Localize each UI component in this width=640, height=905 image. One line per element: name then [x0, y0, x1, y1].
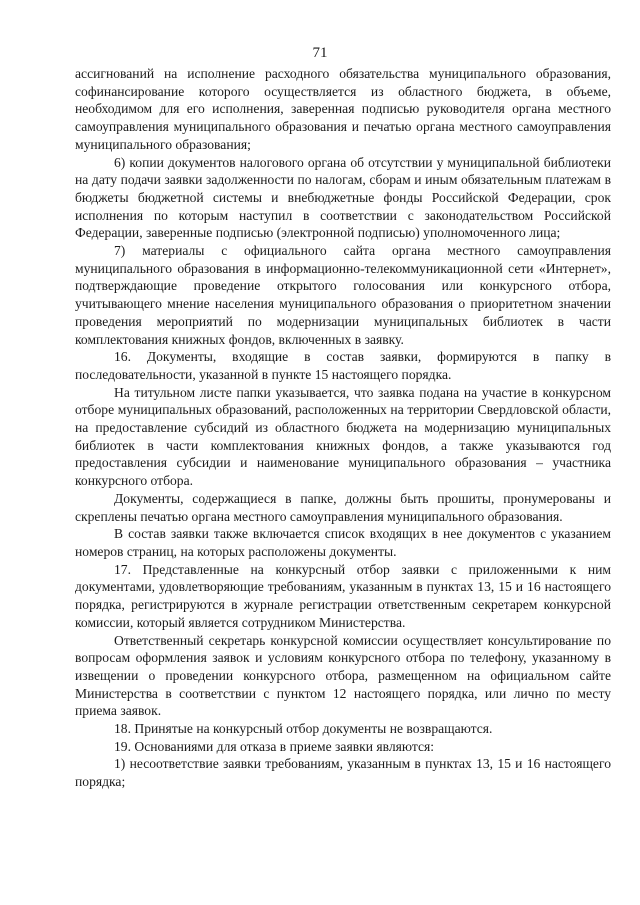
document-body	[75, 65, 611, 791]
paragraph-document-list: В состав заявки также включается список входящих в нее документов с указанием номеров страниц, на которых расположены документы.	[75, 526, 611, 559]
paragraph-title-sheet: На титульном листе папки указывается, что заявка подана на участие в конкурсном отборе муниципальных образований, расположенных на территории Свердловской области, на предоставление субсидий из областного бюджета на модернизацию муниципальных библиотек в части комплектования книжных фондов, а также указываются год предоставления субсидии и наименование муниципального образования – участника конкурсного отбора.	[75, 384, 611, 489]
paragraph-binding: Документы, содержащиеся в папке, должны быть прошиты, пронумерованы и скреплены печатью органа местного самоуправления муниципального образования.	[75, 490, 611, 524]
paragraph-continuation: ассигнований на исполнение расходного обязательства муниципального образования, софинансирование которого осуществляется из областного бюджета, в объеме, необходимом для его исполнения, заверенная подписью руководителя органа местного самоуправления муниципального образования и печатью органа местного самоуправления муниципального образования;	[75, 66, 611, 152]
paragraph-item-1: 1) несоответствие заявки требованиям, указанным в пунктах 13, 15 и 16 настоящего порядка;	[75, 756, 611, 790]
paragraph-item-6: 6) копии документов налогового органа об отсутствии у муниципальной библиотеки на дату подачи заявки задолженности по налогам, сборам и иным обязательным платежам в бюджеты бюджетной системы и внебюджетные фонды Российской Федерации, срок исполнения по которым наступил в соответствии с законодательством Российской Федерации, заверенные подписью (электронной подписью) уполномоченного лица;	[75, 154, 611, 241]
paragraph-clause-19: 19. Основаниями для отказа в приеме заявки являются:	[114, 738, 435, 754]
paragraph-clause-17: 17. Представленные на конкурсный отбор заявки с приложенными к ним документами, удовлетворяющие требованиям, указанным в пунктах 13, 15 и 16 настоящего порядка, регистрируются в журнале регистрации ответственным секретарем конкурсной комиссии, который является сотрудником Министерства.	[75, 561, 611, 630]
paragraph-clause-16: 16. Документы, входящие в состав заявки, формируются в папку в последовательности, указанной в пункте 15 настоящего порядка.	[75, 349, 611, 382]
paragraph-secretary: Ответственный секретарь конкурсной комиссии осуществляет консультирование по вопросам оформления заявок и условиям конкурсного отбора по телефону, указанному в извещении о проведении конкурсного отбора, размещенном на официальном сайте Министерства в соответствии с пунктом 12 настоящего порядка, или лично по месту приема заявок.	[75, 632, 611, 719]
page-number: 71	[312, 45, 328, 61]
paragraph-item-7: 7) материалы с официального сайта органа местного самоуправления муниципального образования в информационно-телекоммуникационной сети «Интернет», подтверждающие проведение открытого голосования или конкурсного отбора, учитывающего мнение населения муниципального образования о приоритетном значении проведения мероприятий по модернизации муниципальных библиотек в части комплектования книжных фондов, включенных в заявку.	[75, 243, 611, 347]
paragraph-clause-18: 18. Принятые на конкурсный отбор документы не возвращаются.	[114, 721, 493, 737]
